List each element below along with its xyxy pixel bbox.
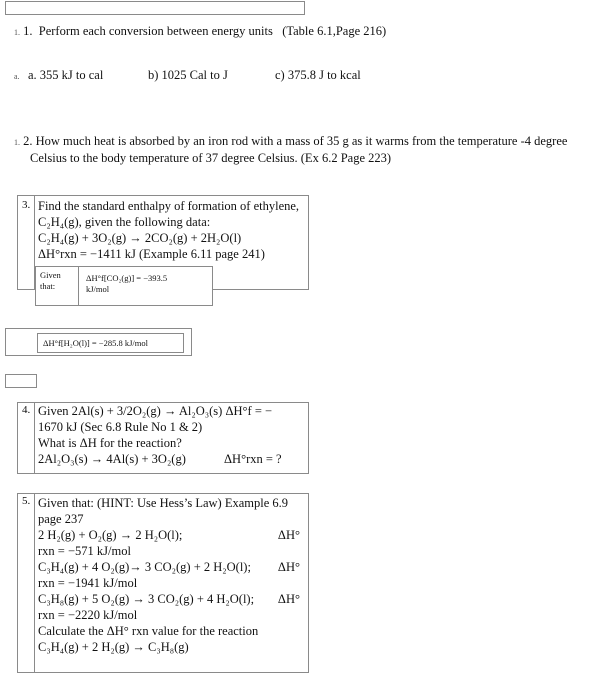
hf-co2-line-2: kJ/mol xyxy=(86,284,110,294)
part-a: a. 355 kJ to cal xyxy=(28,68,104,82)
list-marker: a. xyxy=(14,72,20,81)
question-number: 5. xyxy=(22,495,31,507)
question-2-line-1: 2. How much heat is absorbed by an iron rod with a mass of 35 g as it warms from the temperature -4 degree xyxy=(23,134,568,148)
q5-line-8: rxn = −2220 kJ/mol xyxy=(38,608,138,622)
q4-line-4-equation: 2Al₂O₃(s) → 4Al(s) + 3O₂(g) xyxy=(38,452,186,466)
q3-line-4: ΔH°rxn = −1411 kJ (Example 6.11 page 241) xyxy=(38,247,265,261)
q5-line-2: page 237 xyxy=(38,512,84,526)
q5-line-3: 2 H₂(g) + O₂(g) → 2 H₂O(l); xyxy=(38,528,183,542)
q4-line-2: 1670 kJ (Sec 6.8 Rule No 1 & 2) xyxy=(38,420,203,434)
top-empty-box xyxy=(5,1,305,15)
q5-line-9: Calculate the ΔH° rxn value for the reaction xyxy=(38,624,259,638)
question-number: 4. xyxy=(22,404,31,416)
question-divider xyxy=(34,403,35,473)
question-reference: (Table 6.1,Page 216) xyxy=(282,24,387,38)
q3-line-1: Find the standard enthalpy of formation of ethylene, xyxy=(38,199,300,213)
question-text: Perform each conversion between energy units xyxy=(38,24,273,38)
q5-line-4: rxn = −571 kJ/mol xyxy=(38,544,131,558)
question-5-box xyxy=(17,493,309,673)
given-label: Given xyxy=(40,270,61,280)
small-empty-box xyxy=(5,374,37,388)
q5-line-10: C₃H₄(g) + 2 H₂(g) → C₃H₈(g) xyxy=(38,640,189,654)
q5-line-1: Given that: (HINT: Use Hess’s Law) Example 6.9 xyxy=(38,496,289,510)
that-label: that: xyxy=(40,281,56,291)
question-4-box xyxy=(17,402,309,474)
question-1-parts xyxy=(14,67,604,85)
question-number: 3. xyxy=(22,199,31,211)
q5-dh-label-1: ΔH° xyxy=(277,528,300,542)
q5-line-7: C₃H₈(g) + 5 O₂(g) → 3 CO₂(g) + 4 H₂O(l); xyxy=(38,592,255,606)
question-2 xyxy=(14,133,567,151)
q4-line-1: Given 2Al(s) + 3/2O₂(g) → Al₂O₃(s) ΔH°f = − xyxy=(38,404,273,418)
hf-co2-line-1: ΔH°f[CO₂(g)] = −393.5 xyxy=(86,273,168,283)
q4-line-3: What is ΔH for the reaction? xyxy=(38,436,182,450)
q3-line-3: C₂H₄(g) + 3O₂(g) → 2CO₂(g) + 2H₂O(l) xyxy=(38,231,242,245)
given-box xyxy=(35,266,213,306)
q5-dh-label-3: ΔH° xyxy=(277,592,300,606)
question-number: 1. xyxy=(23,24,33,38)
list-marker: 1. xyxy=(14,138,20,147)
hf-h2o-value: ΔH°f[H₂O(l)] = −285.8 kJ/mol xyxy=(43,338,148,348)
hf-h2o-inner-box xyxy=(37,333,184,353)
q5-dh-label-2: ΔH° xyxy=(277,560,300,574)
question-divider xyxy=(34,494,35,672)
given-divider xyxy=(78,267,79,305)
q3-line-2: C₂H₄(g), given the following data: xyxy=(38,215,211,229)
q5-line-5: C₃H₄(g) + 4 O₂(g)→ 3 CO₂(g) + 2 H₂O(l); xyxy=(38,560,251,574)
question-2-line-2: Celsius to the body temperature of 37 degree Celsius. (Ex 6.2 Page 223) xyxy=(30,151,392,165)
part-c: c) 375.8 J to kcal xyxy=(275,68,361,82)
q5-line-6: rxn = −1941 kJ/mol xyxy=(38,576,138,590)
question-1 xyxy=(14,23,386,41)
part-b: b) 1025 Cal to J xyxy=(148,68,228,82)
q4-line-4-dh: ΔH°rxn = ? xyxy=(224,452,282,466)
list-marker: 1. xyxy=(14,28,20,37)
